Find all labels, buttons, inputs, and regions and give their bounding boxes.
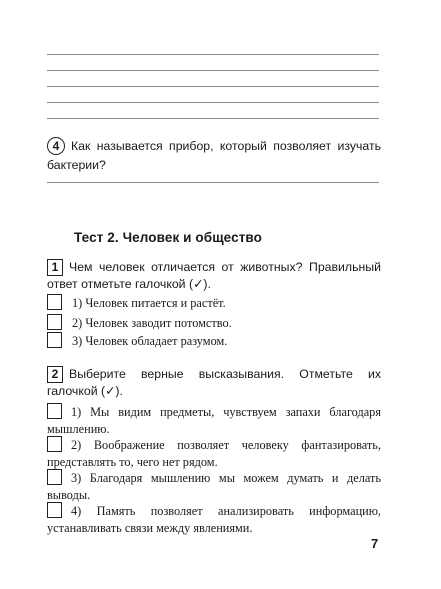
question-4 [47, 137, 381, 175]
question-4-text: Как называется прибор, который позволяет изучать бактерии? [47, 139, 381, 172]
question-number-circle: 4 [47, 137, 65, 155]
option-label: 2) Воображение позволяет человеку фантазировать, представлять то, чего нет рядом. [47, 438, 381, 469]
answer-line[interactable] [47, 182, 379, 183]
answer-line[interactable] [47, 86, 379, 87]
option-label: 4) Память позволяет анализировать информацию, устанавливать связи между явлениями. [47, 504, 381, 535]
question-1 [47, 259, 381, 293]
question-1-text: Чем человек отличается от животных? Правильный ответ отметьте галочкой (✓). [47, 260, 381, 291]
option-label: 3) Благодаря мышлению мы можем думать и делать выводы. [47, 471, 381, 502]
answer-line[interactable] [47, 102, 379, 103]
question-number-box: 1 [47, 259, 63, 276]
page-number: 7 [371, 536, 379, 551]
test-title: Тест 2. Человек и общество [74, 230, 263, 245]
question-2-text: Выберите верные высказывания. Отметьте их галочкой (✓). [47, 367, 381, 398]
checkbox[interactable] [47, 294, 62, 310]
question-number-box: 2 [47, 366, 63, 383]
checkbox[interactable] [47, 314, 62, 330]
answer-line[interactable] [47, 70, 379, 71]
question-2 [47, 366, 381, 400]
answer-line[interactable] [47, 54, 379, 55]
checkbox[interactable] [47, 332, 62, 348]
option-label: 1) Мы видим предметы, чувствуем запахи благодаря мышлению. [47, 405, 381, 436]
option-label: 1) Человек питается и растёт. [72, 296, 226, 310]
answer-line[interactable] [47, 118, 379, 119]
option-label: 2) Человек заводит потомство. [72, 316, 232, 330]
option-label: 3) Человек обладает разумом. [72, 334, 228, 348]
